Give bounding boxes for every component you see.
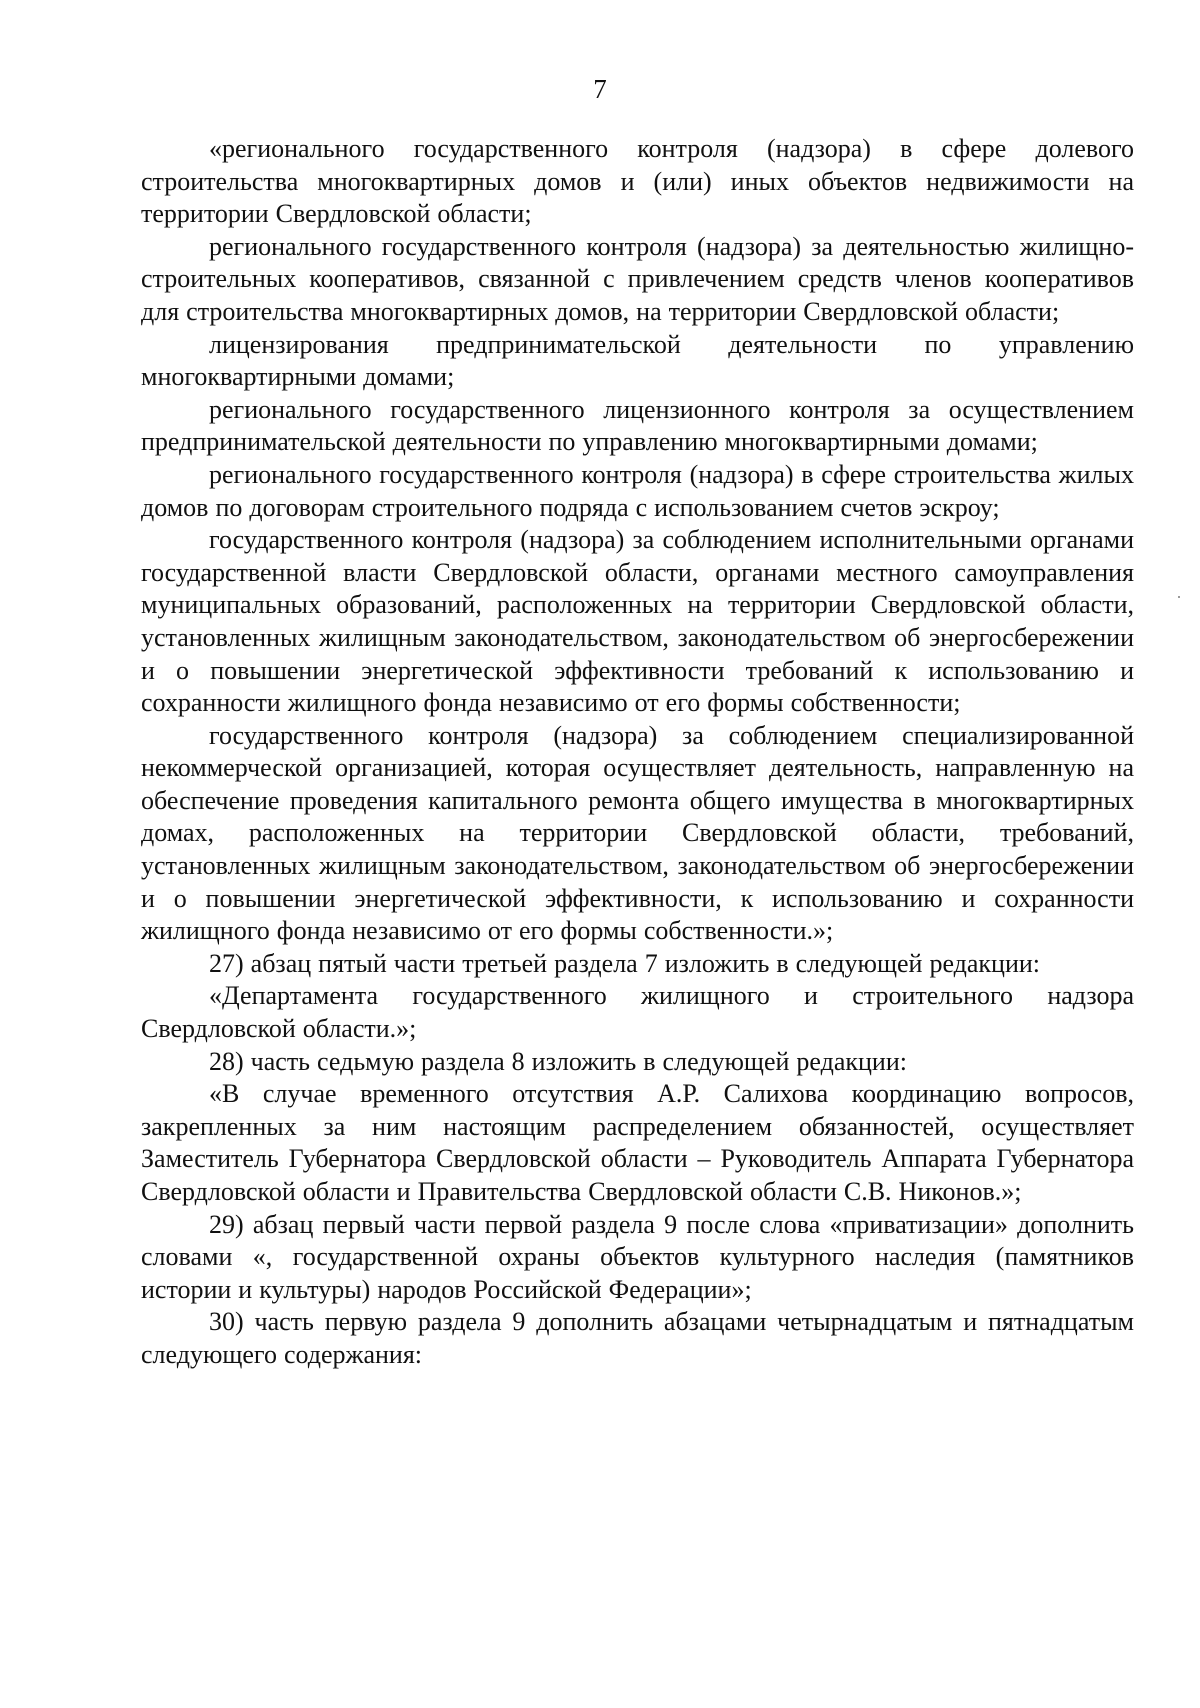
paragraph: «Департамента государственного жилищного и строительного надзора Свердловской области.»; [141,981,1134,1044]
document-body [141,133,1134,1372]
amendment-item-28: 28) часть седьмую раздела 8 изложить в следующей редакции: [209,1046,907,1076]
page-number: 7 [593,74,607,104]
paragraph: государственного контроля (надзора) за соблюдением исполнительными органами государственной власти Свердловской области, органами местного самоуправления муниципальных образований, расположенных на территории Свердловской области, установленных жилищным законодательством, законодательством об энергосбережении и о повышении энергетической эффективности требований к использованию и сохранности жилищного фонда независимо от его формы собственности; [141,525,1134,718]
amendment-item-30: 30) часть первую раздела 9 дополнить абзацами четырнадцатым и пятнадцатым следующего содержания: [141,1307,1134,1369]
paragraph: регионального государственного контроля (надзора) в сфере строительства жилых домов по договорам строительного подряда с использованием счетов эскроу; [141,459,1134,522]
scan-speck [1178,596,1180,598]
paragraph: государственного контроля (надзора) за соблюдением специализированной некоммерческой организацией, которая осуществляет деятельность, направленную на обеспечение проведения капитального ремонта общего имущества в многоквартирных домах, расположенных на территории Свердловской области, требований, установленных жилищным законодательством, законодательством об энергосбережении и о повышении энергетической эффективности, к использованию и сохранности жилищного фонда независимо от его формы собственности.»; [141,720,1134,946]
paragraph: лицензирования предпринимательской деятельности по управлению многоквартирными домами; [141,329,1134,392]
paragraph: «регионального государственного контроля (надзора) в сфере долевого строительства многоквартирных домов и (или) иных объектов недвижимости на территории Свердловской области; [141,134,1134,229]
paragraph: «В случае временного отсутствия А.Р. Салихова координацию вопросов, закрепленных за ним настоящим распределением обязанностей, осуществляет Заместитель Губернатора Свердловской области – Руководитель Аппарата Губернатора Свердловской области и Правительства Свердловской области С.В. Никонов.»; [141,1079,1134,1206]
paragraph: регионального государственного лицензионного контроля за осуществлением предпринимательской деятельности по управлению многоквартирными домами; [141,394,1134,457]
amendment-item-29: 29) абзац первый части первой раздела 9 после слова «приватизации» дополнить словами «, государственной охраны объектов культурного наследия (памятников истории и культуры) народов Российской Федерации»; [141,1209,1134,1304]
paragraph: регионального государственного контроля (надзора) за деятельностью жилищно-строительных кооперативов, связанной с привлечением средств членов кооперативов для строительства многоквартирных домов, на территории Свердловской области; [141,231,1134,326]
amendment-item-27: 27) абзац пятый части третьей раздела 7 изложить в следующей редакции: [209,948,1041,978]
